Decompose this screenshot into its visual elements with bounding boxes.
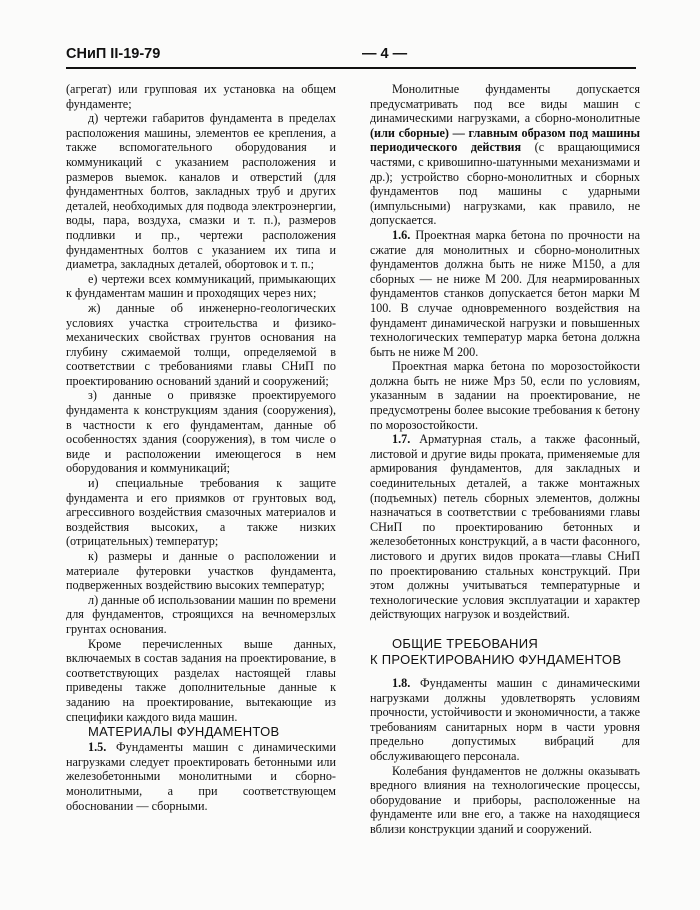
right-column [370, 82, 640, 837]
document-code: СНиП II-19-79 [66, 46, 161, 62]
section-title-line: К ПРОЕКТИРОВАНИЮ ФУНДАМЕНТОВ [370, 651, 622, 667]
clause-number: 1.6. [392, 227, 411, 242]
clause-number: 1.8. [392, 675, 411, 690]
list-item-z: з) данные о привязке проектируемого фундамента к конструкциям здания (сооружения), в частности к его фундаментам, данные об особенностях здания (сооружения), в том числе о виде и расположении имеющегося в нем оборудования и коммуникаций; [66, 388, 336, 476]
text-run-bold: (или сборные) — главным образом под машины периодического действия [370, 125, 640, 155]
clause-number: 1.7. [392, 432, 411, 447]
left-column [66, 82, 336, 813]
clause-number: 1.5. [88, 740, 107, 755]
list-item-k: к) размеры и данные о расположении и материале футеровки участков фундамента, подверженных воздействию высоких температур; [66, 549, 336, 593]
list-item-d: д) чертежи габаритов фундамента в пределах расположения машины, элементов ее крепления, а также вспомогательного оборудования и коммуникаций с указанием расположения и размеров выемок. каналов и отверстий (для фундаментных болтов, закладных труб и других деталей, необходимых для подвода электроэнергии, воды, пара, воздуха, смазки и т. п.), размеров подливки и пр., чертежи расположения фундаментных болтов с указанием их типа и диаметра, закладных деталей, обортовок и т. п.; [66, 111, 336, 272]
list-item-e: е) чертежи всех коммуникаций, примыкающих к фундаментам машин и проходящих через них; [66, 271, 336, 301]
section-title-materials: МАТЕРИАЛЫ ФУНДАМЕНТОВ [88, 724, 280, 740]
list-item-l: л) данные об использовании машин по времени для фундаментов, строящихся на вечномерзлых грунтах основания. [66, 592, 336, 636]
paragraph-frost-resistance: Проектная марка бетона по морозостойкости должна быть не ниже Мрз 50, если по условиям, указанным в задании на проектирование, не предусмотрены более высокие требования к бетону по морозостойкости. [370, 359, 640, 432]
clause-text: Проектная марка бетона по прочности на сжатие для монолитных и сборно-монолитных фундаментов должна быть не ниже М150, а для сборных — не ниже М 200. Для неармированных фундаментов станков допускается бетон марки М 100. В случае одновременного воздействия на фундамент динамической нагрузки и повышенных технологических температур марка бетона должна быть не ниже М 200. [370, 227, 640, 359]
text-run: (с вращающимися частями, с кривошипно-шатунными механизмами и др.); устройство сборно-монолитных и сборных фундаментов под машины с ударными (импульсными) нагрузками, как правило, не допускается. [370, 140, 640, 228]
clause-1-5 [66, 740, 336, 813]
clause-1-6 [370, 228, 640, 359]
page-number: — 4 — [362, 46, 408, 62]
text-run: Монолитные фундаменты допускается предусматривать под все виды машин с динамическими нагрузками, а сборно-монолитные [370, 82, 640, 126]
section-title-general-requirements [370, 636, 640, 668]
header-rule [66, 67, 636, 69]
clause-text: Арматурная сталь, а также фасонный, листовой и другие виды проката, применяемые для армирования фундаментов, для закладных и соединительных деталей, а также монтажных (подъемных) петель сборных элементов, должны назначаться в соответствии с требованиями главы СНиП по проектированию бетонных и железобетонных конструкций, а в части фасонного, листового и других видов проката—главы СНиП по проектированию стальных конструкций. При этом должны учитываться температурные и технологические условия эксплуатации и характер действующих нагрузок и воздействий. [370, 432, 640, 622]
clause-text: Фундаменты машин с динамическими нагрузками должны удовлетворять условиям прочности, устойчивости и экономичности, а также требованиям санитарных норм в части уровня предельно допустимых вибраций для обслуживающего персонала. [370, 675, 640, 763]
section-title-line: ОБЩИЕ ТРЕБОВАНИЯ [392, 635, 539, 651]
paragraph-continuation: (агрегат) или групповая их установка на общем фундаменте; [66, 82, 336, 111]
paragraph-vibrations: Колебания фундаментов не должны оказывать вредного влияния на технологические процессы, оборудование и приборы, расположенные на фундаменте или вне его, а также на находящиеся вблизи конструкции зданий и сооружений. [370, 763, 640, 836]
page-header [66, 46, 636, 72]
list-item-zh: ж) данные об инженерно-геологических условиях участка строительства и физико-механических свойствах грунтов основания на глубину сжимаемой толщи, определяемой в соответствии с требованиями главы СНиП по проектированию оснований зданий и сооружений; [66, 300, 336, 388]
paragraph-monolithic [370, 82, 640, 228]
paragraph-additional-data: Кроме перечисленных выше данных, включаемых в состав задания на проектирование, в соответствующих разделах настоящей главы приведены также дополнительные данные к заданию на проектирование, вытекающие из специфики каждого вида машин. [66, 636, 336, 724]
clause-text: Фундаменты машин с динамическими нагрузками следует проектировать бетонными или железобетонными монолитными и сборно-монолитными, а при соответствующем обосновании — сборными. [66, 740, 336, 813]
clause-1-7 [370, 432, 640, 622]
clause-1-8 [370, 676, 640, 764]
list-item-i: и) специальные требования к защите фундамента и его приямков от грунтовых вод, агрессивного воздействия смазочных материалов и воздействия высоких, а также низких (отрицательных) температур; [66, 476, 336, 549]
